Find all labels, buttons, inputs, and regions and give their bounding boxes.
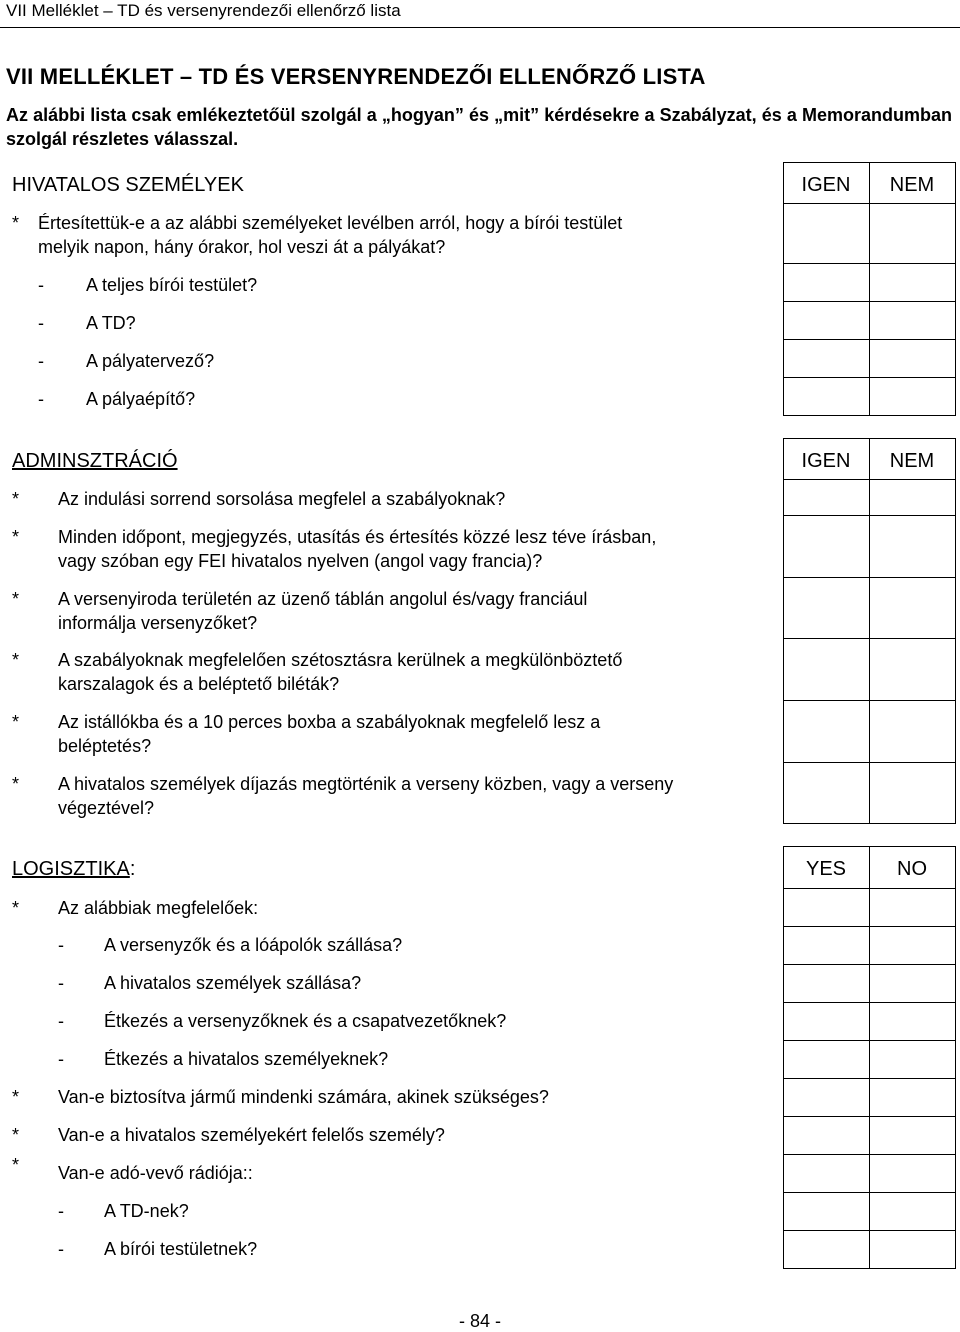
column-header-yes: IGEN [801, 174, 851, 196]
checkbox-cell-yes[interactable] [784, 1193, 870, 1231]
checkbox-cell-no[interactable] [870, 1117, 956, 1155]
column-header-no: NO [897, 858, 927, 880]
section-heading-text: LOGISZTIKA [12, 858, 130, 880]
bullet-asterisk: * [12, 650, 20, 670]
bullet-asterisk: * [12, 1125, 20, 1145]
checkbox-cell-no[interactable] [870, 1041, 956, 1079]
item-text: A hivatalos személyek szállása? [104, 973, 362, 993]
bullet-dash: - [38, 313, 44, 333]
section-heading-text: HIVATALOS SZEMÉLYEK [12, 174, 244, 196]
bullet-dash: - [58, 1011, 64, 1031]
item-text: A pályaépítő? [86, 389, 196, 409]
checkbox-cell-no[interactable] [870, 578, 956, 639]
checkbox-cell-yes[interactable] [784, 1003, 870, 1041]
item-text: Értesítettük-e a az alábbi személyeket levélben arról, hogy a bírói testület melyik napon, hány órakor, hol veszi át a pályákat? [38, 213, 623, 257]
checkbox-cell-yes[interactable] [784, 889, 870, 927]
checkbox-cell-no[interactable] [870, 965, 956, 1003]
item-text: A bírói testületnek? [104, 1239, 258, 1259]
item-text: Az indulási sorrend sorsolása megfelel a szabályoknak? [58, 489, 506, 509]
column-header-yes: YES [805, 858, 847, 880]
bullet-dash: - [58, 935, 64, 955]
item-text: Az alábbiak megfelelőek: [58, 898, 259, 918]
section-heading-suffix: : [129, 858, 136, 880]
bullet-dash: - [58, 1239, 64, 1259]
bullet-asterisk: * [12, 774, 20, 794]
bullet-asterisk: * [12, 1087, 20, 1107]
checkbox-cell-yes[interactable] [784, 701, 870, 763]
checkbox-cell-yes[interactable] [784, 578, 870, 639]
checkbox-cell-yes[interactable] [784, 302, 870, 340]
item-text: A pályatervező? [86, 351, 215, 371]
header-cell-no [870, 163, 956, 204]
bullet-dash: - [38, 389, 44, 409]
checkbox-cell-yes[interactable] [784, 965, 870, 1003]
checkbox-cell-no[interactable] [870, 701, 956, 763]
checkbox-cell-yes[interactable] [784, 1231, 870, 1269]
item-text: A TD? [86, 313, 136, 333]
checkbox-grid-officials [783, 162, 956, 416]
checkbox-cell-yes[interactable] [784, 639, 870, 701]
bullet-asterisk: * [12, 898, 20, 918]
checkbox-cell-yes[interactable] [784, 1041, 870, 1079]
item-text: Étkezés a versenyzőknek és a csapatvezetőknek? [104, 1011, 507, 1031]
page-number: - 84 - [458, 1311, 501, 1331]
bullet-dash: - [58, 973, 64, 993]
checkbox-cell-no[interactable] [870, 889, 956, 927]
checkbox-cell-no[interactable] [870, 264, 956, 302]
header-cell-no [870, 847, 956, 889]
checkbox-grid-administration [783, 438, 956, 824]
checkbox-cell-no[interactable] [870, 204, 956, 264]
bullet-asterisk: * [12, 712, 20, 732]
header-cell-no [870, 439, 956, 480]
item-text: A TD-nek? [104, 1201, 189, 1221]
checkbox-cell-no[interactable] [870, 302, 956, 340]
item-text: Minden időpont, megjegyzés, utasítás és értesítés közzé lesz téve írásban, vagy szóban egy FEI hivatalos nyelven (angol vagy francia)? [58, 527, 657, 571]
checkbox-cell-no[interactable] [870, 480, 956, 516]
column-header-yes: IGEN [801, 450, 851, 472]
section-heading-logistics [12, 856, 135, 882]
column-header-no: NEM [889, 174, 935, 196]
bullet-asterisk: * [12, 1155, 20, 1175]
bullet-asterisk: * [12, 489, 20, 509]
bullet-asterisk: * [12, 589, 20, 609]
checkbox-cell-no[interactable] [870, 1079, 956, 1117]
checkbox-cell-yes[interactable] [784, 480, 870, 516]
checkbox-cell-no[interactable] [870, 1003, 956, 1041]
checkbox-cell-yes[interactable] [784, 340, 870, 378]
checkbox-cell-no[interactable] [870, 340, 956, 378]
checkbox-cell-yes[interactable] [784, 763, 870, 824]
bullet-dash: - [58, 1049, 64, 1069]
checkbox-cell-no[interactable] [870, 516, 956, 578]
checkbox-cell-no[interactable] [870, 378, 956, 416]
checkbox-cell-yes[interactable] [784, 378, 870, 416]
item-text: A teljes bírói testület? [86, 275, 258, 295]
header-cell-yes [784, 163, 870, 204]
section-heading-text: ADMINSZTRÁCIÓ [12, 450, 178, 472]
checkbox-cell-no[interactable] [870, 927, 956, 965]
running-header: VII Melléklet – TD és versenyrendezői ellenőrző lista [6, 1, 401, 20]
item-text: Van-e adó-vevő rádiója:: [58, 1163, 253, 1183]
header-divider [0, 27, 960, 28]
header-cell-yes [784, 439, 870, 480]
item-text: A hivatalos személyek díjazás megtörténik a verseny közben, vagy a verseny végeztével? [58, 774, 674, 818]
header-cell-yes [784, 847, 870, 889]
item-text: Étkezés a hivatalos személyeknek? [104, 1049, 389, 1069]
item-text: A versenyiroda területén az üzenő táblán angolul és/vagy franciául informálja versenyzőket? [58, 589, 588, 633]
bullet-dash: - [58, 1201, 64, 1221]
checkbox-cell-no[interactable] [870, 1231, 956, 1269]
bullet-asterisk: * [12, 213, 20, 233]
bullet-dash: - [38, 275, 44, 295]
intro-paragraph: Az alábbi lista csak emlékeztetőül szolgál a „hogyan” és „mit” kérdésekre a Szabályzat, és a Memorandumban szolgál részletes válasszal. [6, 105, 952, 149]
item-text: A versenyzők és a lóápolók szállása? [104, 935, 403, 955]
bullet-asterisk: * [12, 527, 20, 547]
checkbox-cell-no[interactable] [870, 639, 956, 701]
section-heading-officials [12, 172, 244, 198]
item-text: A szabályoknak megfelelően szétosztásra kerülnek a megkülönböztető karszalagok és a beléptető biléták? [58, 650, 623, 694]
checkbox-grid-logistics [783, 846, 956, 1269]
checkbox-cell-yes[interactable] [784, 264, 870, 302]
checkbox-cell-no[interactable] [870, 1193, 956, 1231]
item-text: Az istállókba és a 10 perces boxba a szabályoknak megfelelő lesz a beléptetés? [58, 712, 601, 756]
section-heading-administration [12, 448, 178, 474]
checkbox-cell-yes[interactable] [784, 1079, 870, 1117]
checkbox-cell-yes[interactable] [784, 516, 870, 578]
item-text: Van-e a hivatalos személyekért felelős személy? [58, 1125, 445, 1145]
column-header-no: NEM [889, 450, 935, 472]
checkbox-cell-yes[interactable] [784, 927, 870, 965]
checkbox-cell-no[interactable] [870, 763, 956, 824]
checkbox-cell-yes[interactable] [784, 204, 870, 264]
checkbox-cell-yes[interactable] [784, 1117, 870, 1155]
checkbox-cell-no[interactable] [870, 1155, 956, 1193]
checkbox-cell-yes[interactable] [784, 1155, 870, 1193]
document-title: VII MELLÉKLET – TD ÉS VERSENYRENDEZŐI ELLENŐRZŐ LISTA [6, 64, 706, 89]
item-text: Van-e biztosítva jármű mindenki számára, akinek szükséges? [58, 1087, 549, 1107]
bullet-dash: - [38, 351, 44, 371]
